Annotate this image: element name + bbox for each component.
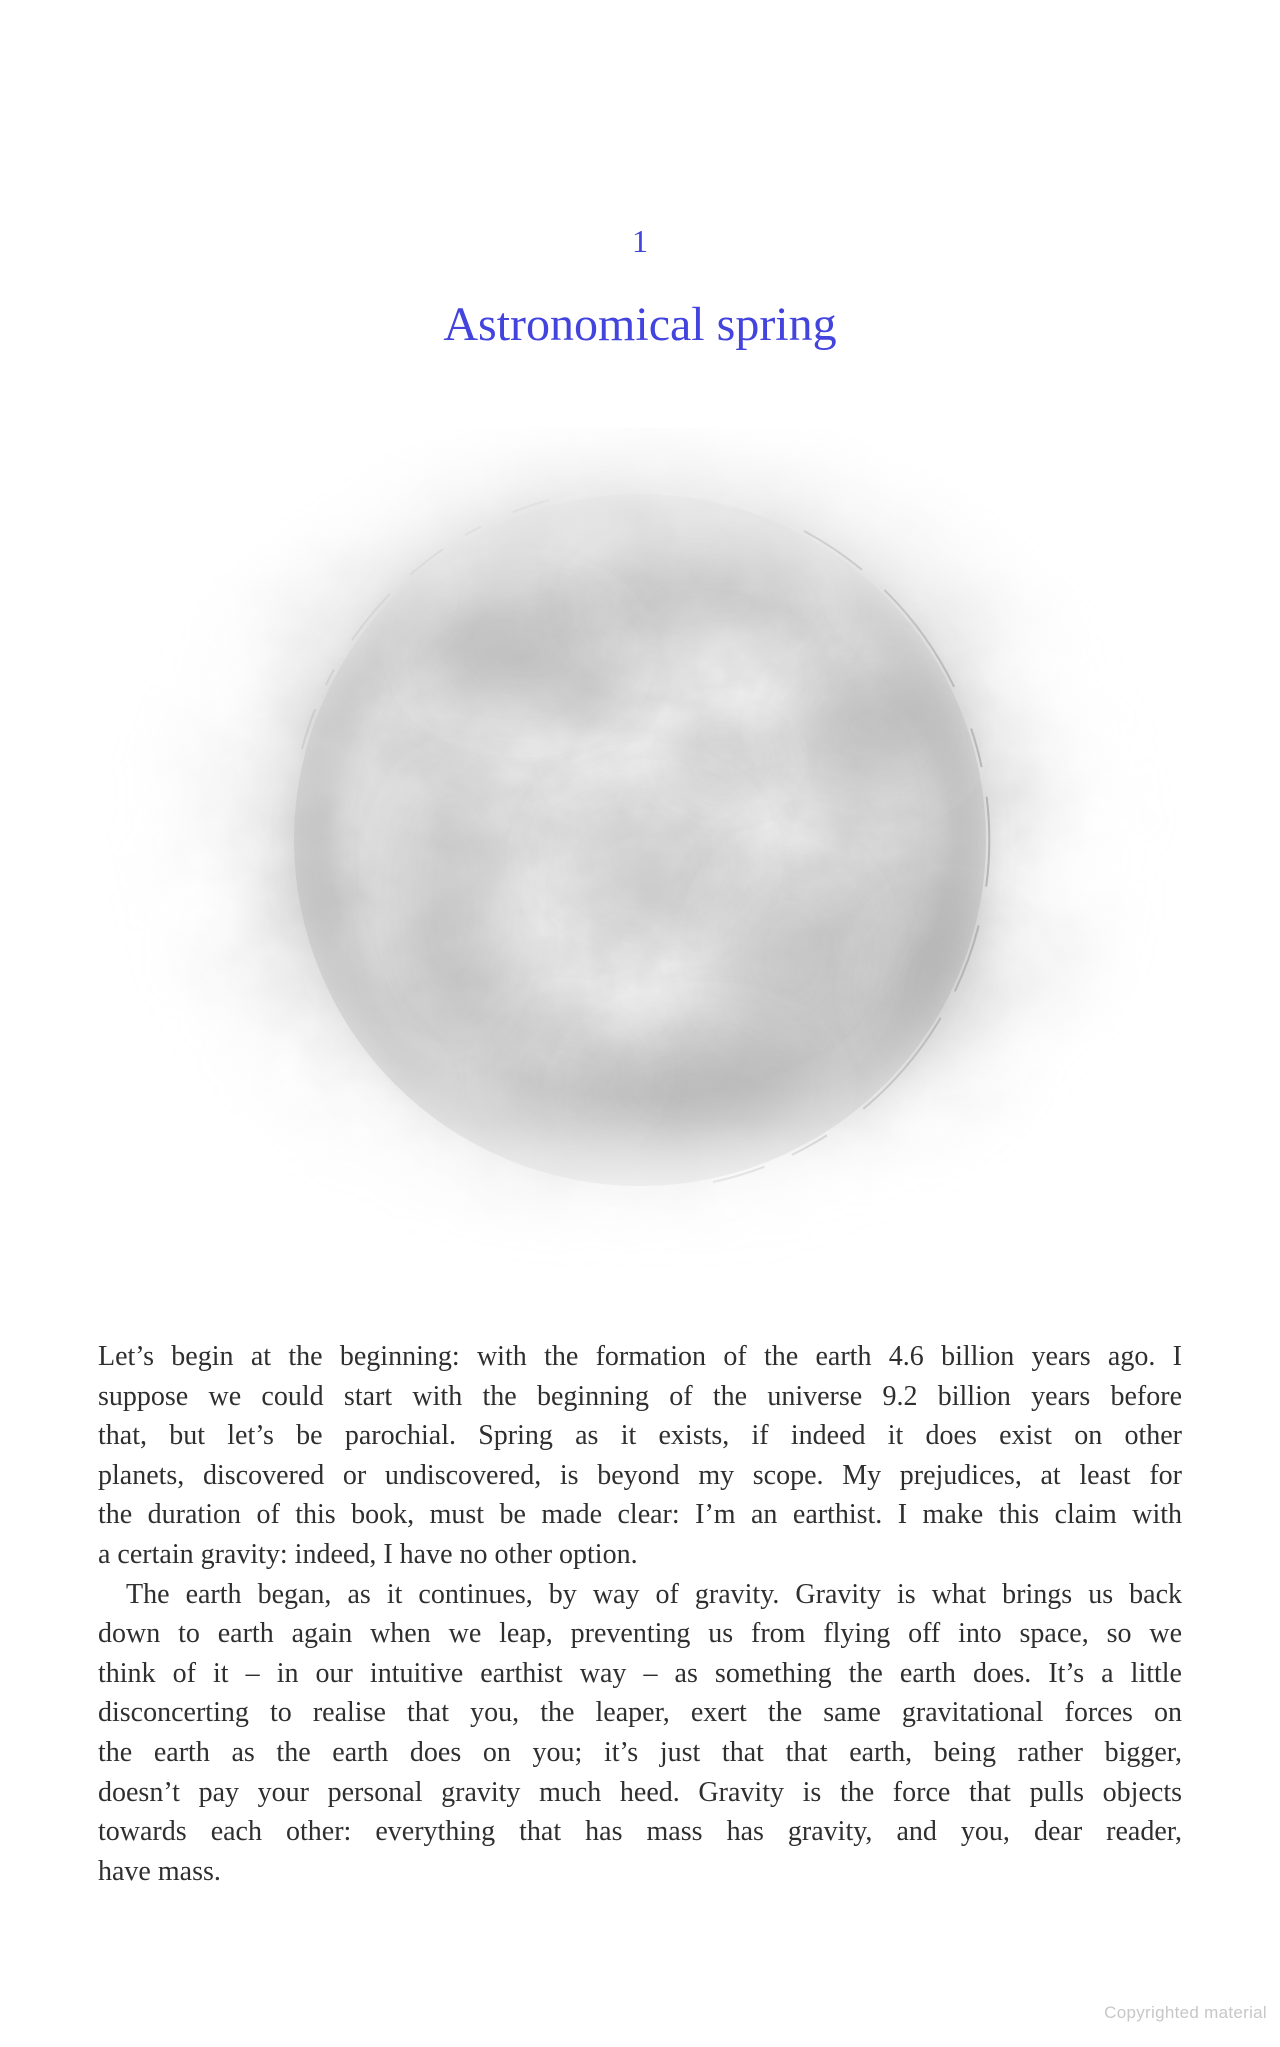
text-line: towards each other: everything that has mass has gravity, and you, dear reader, xyxy=(98,1816,1182,1848)
body-text xyxy=(98,1337,1182,1891)
text-line: disconcerting to realise that you, the leaper, exert the same gravitational forces on xyxy=(98,1697,1182,1729)
copyright-watermark: Copyrighted material xyxy=(1104,2003,1267,2022)
text-line: have mass. xyxy=(98,1855,221,1887)
text-line: think of it – in our intuitive earthist way – as something the earth does. It’s a little xyxy=(98,1657,1182,1689)
text-line: that, but let’s be parochial. Spring as it exists, if indeed it does exist on other xyxy=(98,1420,1182,1452)
text-line: The earth began, as it continues, by way of gravity. Gravity is what brings us back xyxy=(126,1578,1182,1610)
sun-illustration xyxy=(100,428,1180,1318)
text-line: a certain gravity: indeed, I have no other option. xyxy=(98,1538,638,1570)
sun-drawing-svg xyxy=(100,428,1180,1318)
text-line: down to earth again when we leap, preventing us from flying off into space, so we xyxy=(98,1618,1182,1650)
chapter-title: Astronomical spring xyxy=(443,298,837,351)
text-line: Let’s begin at the beginning: with the formation of the earth 4.6 billion years ago. I xyxy=(98,1341,1182,1372)
text-line: planets, discovered or undiscovered, is beyond my scope. My prejudices, at least for xyxy=(98,1459,1182,1491)
text-line: the earth as the earth does on you; it’s just that that earth, being rather bigger, xyxy=(98,1736,1182,1768)
text-line: suppose we could start with the beginning of the universe 9.2 billion years before xyxy=(98,1380,1182,1412)
text-line: doesn’t pay your personal gravity much heed. Gravity is the force that pulls objects xyxy=(98,1776,1182,1808)
chapter-number: 1 xyxy=(632,223,648,259)
text-line: the duration of this book, must be made clear: I’m an earthist. I make this claim with xyxy=(98,1499,1182,1531)
